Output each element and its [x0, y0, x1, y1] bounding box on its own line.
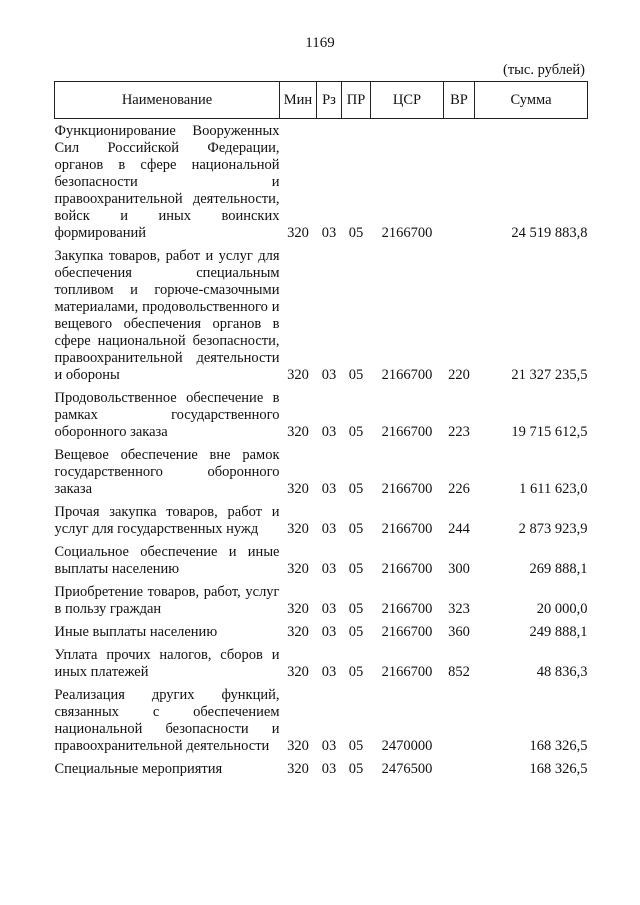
row-min: 320 — [287, 601, 309, 617]
row-pr: 05 — [348, 738, 364, 754]
row-vr: 223 — [448, 424, 470, 440]
row-vr: 300 — [448, 561, 470, 577]
row-csr: 2166700 — [381, 521, 433, 537]
row-sum: 1 611 623,0 — [519, 481, 588, 497]
row-rz: 03 — [321, 561, 337, 577]
table-row — [55, 447, 588, 504]
row-name: Прочая закупка товаров, работ и услуг для государственных нужд — [54, 504, 280, 537]
row-sum: 249 888,1 — [529, 624, 588, 640]
budget-table — [54, 81, 588, 784]
row-name: Закупка товаров, работ и услуг для обеспечения специальным топливом и горюче-смазочными материалами, продовольственного и вещевого обеспечения органов в сфере национальной безопасности, правоохранительной деятельности и обороны — [54, 248, 280, 383]
row-csr: 2166700 — [381, 561, 433, 577]
row-csr: 2166700 — [381, 367, 433, 383]
row-pr: 05 — [348, 624, 364, 640]
row-pr: 05 — [348, 225, 364, 241]
row-rz: 03 — [321, 521, 337, 537]
row-rz: 03 — [321, 738, 337, 754]
row-csr: 2476500 — [381, 761, 433, 777]
row-pr: 05 — [348, 521, 364, 537]
row-pr: 05 — [348, 561, 364, 577]
row-vr — [444, 119, 475, 249]
row-csr: 2166700 — [381, 481, 433, 497]
row-vr: 244 — [448, 521, 470, 537]
row-pr: 05 — [348, 761, 364, 777]
row-pr: 05 — [348, 481, 364, 497]
row-csr: 2166700 — [381, 424, 433, 440]
table-row — [55, 584, 588, 624]
table-row — [55, 761, 588, 784]
row-min: 320 — [287, 225, 309, 241]
row-name: Социальное обеспечение и иные выплаты населению — [54, 544, 280, 577]
row-rz: 03 — [321, 761, 337, 777]
row-name: Функционирование Вооруженных Сил Российской Федерации, органов в сфере национальной безопасности и правоохранительной деятельности, войск и иных воинских формирований — [54, 123, 280, 241]
table-header-row — [55, 82, 588, 119]
header-sum: Сумма — [475, 82, 588, 119]
row-min: 320 — [287, 624, 309, 640]
row-min: 320 — [287, 424, 309, 440]
row-pr: 05 — [348, 424, 364, 440]
row-name: Вещевое обеспечение вне рамок государственного оборонного заказа — [54, 447, 280, 497]
table-row — [55, 390, 588, 447]
header-pr: ПР — [342, 82, 371, 119]
row-rz: 03 — [321, 225, 337, 241]
row-min: 320 — [287, 738, 309, 754]
row-pr: 05 — [348, 664, 364, 680]
header-vr: ВР — [444, 82, 475, 119]
row-sum: 24 519 883,8 — [511, 225, 588, 241]
table-row — [55, 624, 588, 647]
row-sum: 269 888,1 — [529, 561, 588, 577]
row-rz: 03 — [321, 481, 337, 497]
table-row — [55, 544, 588, 584]
row-pr: 05 — [348, 601, 364, 617]
row-sum: 19 715 612,5 — [511, 424, 588, 440]
row-rz: 03 — [321, 601, 337, 617]
row-min: 320 — [287, 481, 309, 497]
header-min: Мин — [280, 82, 317, 119]
row-min: 320 — [287, 761, 309, 777]
row-sum: 20 000,0 — [536, 601, 588, 617]
row-rz: 03 — [321, 367, 337, 383]
row-name: Продовольственное обеспечение в рамках государственного оборонного заказа — [54, 390, 280, 440]
row-csr: 2166700 — [381, 225, 433, 241]
page-number: 1169 — [305, 35, 335, 51]
row-vr: 323 — [448, 601, 470, 617]
row-vr — [444, 761, 475, 784]
table-row — [55, 687, 588, 761]
row-rz: 03 — [321, 664, 337, 680]
row-name: Иные выплаты населению — [54, 624, 218, 640]
row-csr: 2166700 — [381, 624, 433, 640]
row-sum: 2 873 923,9 — [518, 521, 588, 537]
header-name: Наименование — [55, 82, 280, 119]
row-min: 320 — [287, 521, 309, 537]
header-csr: ЦСР — [371, 82, 444, 119]
row-vr: 226 — [448, 481, 470, 497]
row-sum: 48 836,3 — [536, 664, 588, 680]
row-name: Специальные мероприятия — [54, 761, 223, 777]
row-pr: 05 — [348, 367, 364, 383]
header-rz: Рз — [317, 82, 342, 119]
table-row — [55, 504, 588, 544]
table-row — [55, 647, 588, 687]
row-vr: 360 — [448, 624, 470, 640]
row-sum: 21 327 235,5 — [511, 367, 588, 383]
row-rz: 03 — [321, 624, 337, 640]
units-note: (тыс. рублей) — [503, 62, 585, 78]
row-min: 320 — [287, 561, 309, 577]
row-sum: 168 326,5 — [529, 738, 588, 754]
row-csr: 2166700 — [381, 601, 433, 617]
row-sum: 168 326,5 — [529, 761, 588, 777]
row-vr: 852 — [448, 664, 470, 680]
row-name: Реализация других функций, связанных с обеспечением национальной безопасности и правоохранительной деятельности — [54, 687, 280, 754]
row-name: Приобретение товаров, работ, услуг в пользу граждан — [54, 584, 280, 617]
row-min: 320 — [287, 664, 309, 680]
row-vr — [444, 687, 475, 761]
table-row — [55, 248, 588, 390]
row-csr: 2470000 — [381, 738, 433, 754]
row-min: 320 — [287, 367, 309, 383]
row-vr: 220 — [448, 367, 470, 383]
row-csr: 2166700 — [381, 664, 433, 680]
table-row — [55, 119, 588, 249]
row-rz: 03 — [321, 424, 337, 440]
row-name: Уплата прочих налогов, сборов и иных платежей — [54, 647, 280, 680]
